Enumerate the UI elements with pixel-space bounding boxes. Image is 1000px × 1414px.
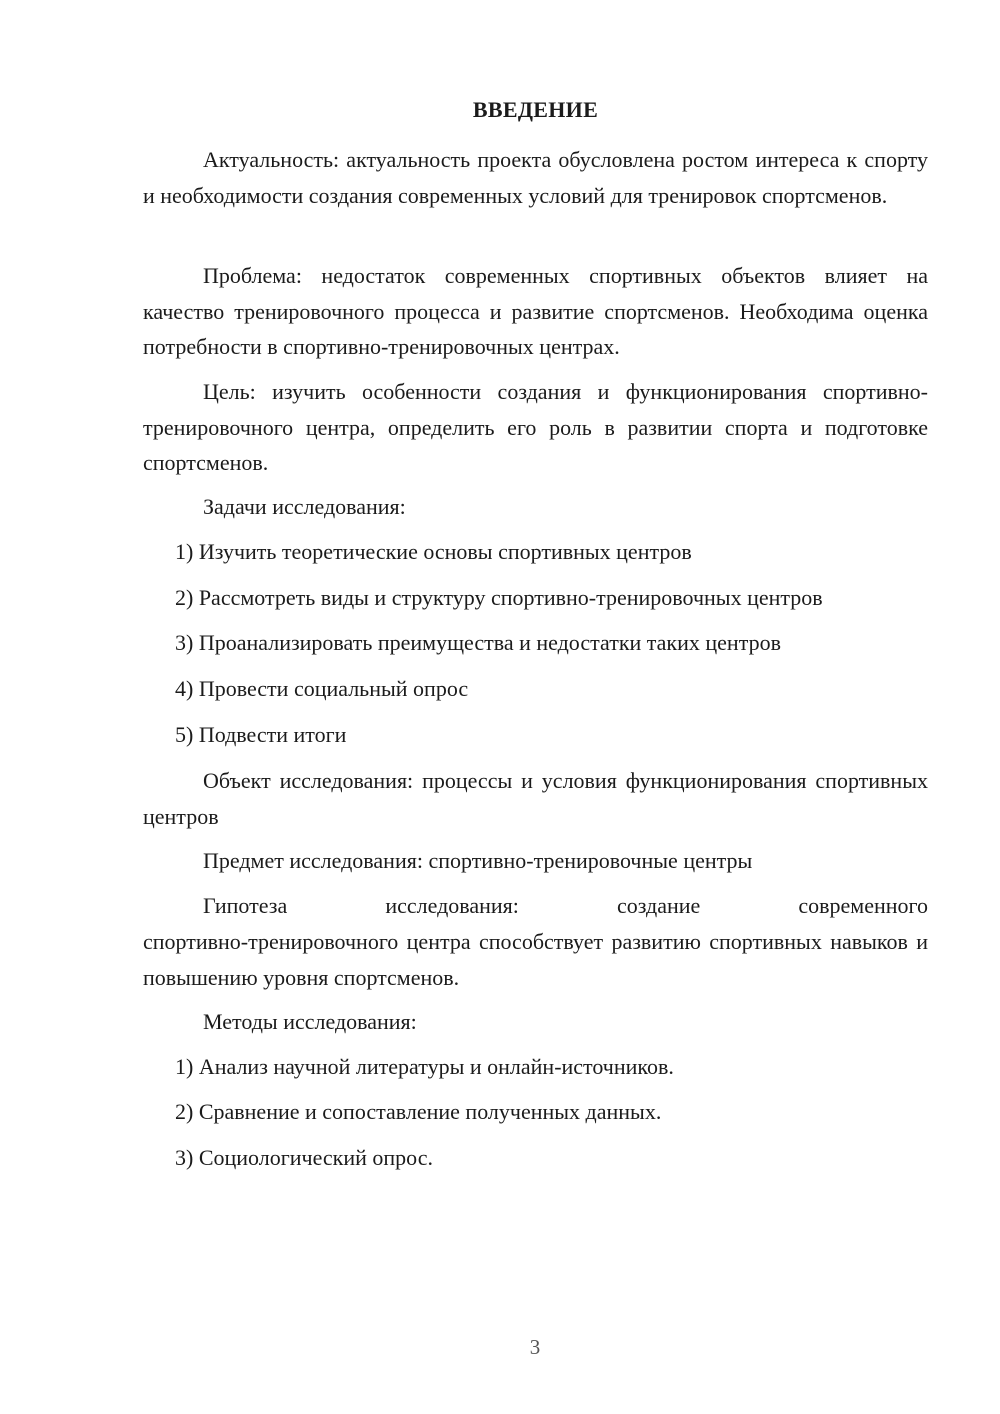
hypothesis-word: современного bbox=[798, 893, 928, 918]
hypothesis-first-line bbox=[143, 891, 928, 921]
hypothesis-continuation: спортивно-тренировочного центра способствует развитию спортивных навыков и повышению уровня спортсменов. bbox=[143, 929, 928, 990]
paragraph-problem: Проблема: недостаток современных спортивных объектов влияет на качество тренировочного процесса и развитие спортсменов. Необходима оценка потребности в спортивно-тренировочных центрах. bbox=[143, 263, 928, 359]
method-item: 1) Анализ научной литературы и онлайн-источников. bbox=[175, 1054, 674, 1079]
methods-label: Методы исследования: bbox=[203, 1009, 417, 1034]
page-title: ВВЕДЕНИЕ bbox=[472, 97, 599, 122]
hypothesis-word: создание bbox=[616, 893, 701, 918]
hypothesis-word: исследования: bbox=[385, 893, 519, 918]
method-item: 3) Социологический опрос. bbox=[175, 1145, 433, 1170]
subject-line: Предмет исследования: спортивно-тренировочные центры bbox=[203, 848, 753, 873]
paragraph-goal: Цель: изучить особенности создания и функционирования спортивно-тренировочного центра, определить его роль в развитии спорта и подготовке спортсменов. bbox=[143, 379, 928, 475]
task-item: 3) Проанализировать преимущества и недостатки таких центров bbox=[175, 630, 781, 655]
method-item: 2) Сравнение и сопоставление полученных данных. bbox=[175, 1099, 662, 1124]
paragraph-relevance: Актуальность: актуальность проекта обусловлена ростом интереса к спорту и необходимости создания современных условий для тренировок спортсменов. bbox=[143, 147, 928, 208]
tasks-label: Задачи исследования: bbox=[203, 494, 406, 519]
task-item: 4) Провести социальный опрос bbox=[175, 676, 469, 701]
task-item: 2) Рассмотреть виды и структуру спортивно-тренировочных центров bbox=[175, 585, 823, 610]
page-number: 3 bbox=[529, 1335, 541, 1359]
paragraph-object: Объект исследования: процессы и условия функционирования спортивных центров bbox=[143, 768, 928, 829]
task-item: 5) Подвести итоги bbox=[175, 722, 347, 747]
hypothesis-word: Гипотеза bbox=[203, 893, 288, 918]
task-item: 1) Изучить теоретические основы спортивных центров bbox=[175, 539, 692, 564]
